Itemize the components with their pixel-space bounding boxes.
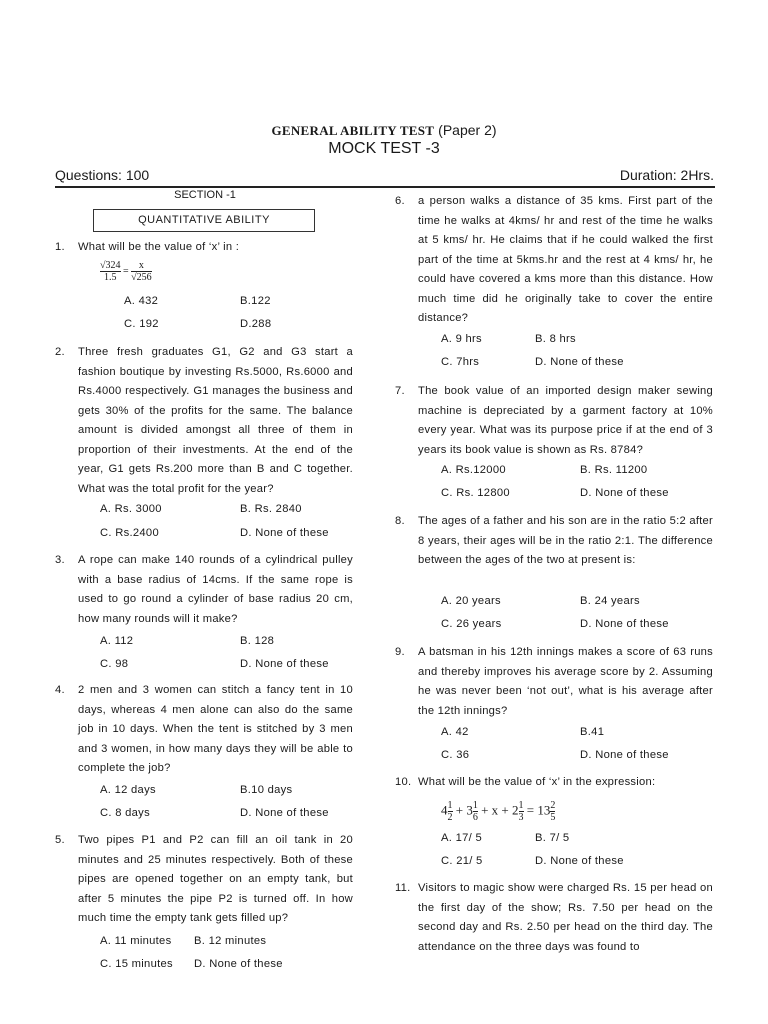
option-a: A. 17/ 5	[441, 832, 482, 844]
question-number: 9.	[395, 646, 405, 658]
question-8	[395, 512, 715, 592]
formula-den-left: 1.5	[100, 271, 121, 283]
question-number: 4.	[55, 684, 65, 696]
question-text: a person walks a distance of 35 kms. First part of the time he walks at 4kms/ hr and rest of the time he walks at 5 kms/ hr. He claims that if he could walked the first part of the time at 5kms.hr and the rest at 4 kms/ hr, he could have covered a kms more than this distance. How much time did he originally take to cover the entire distance?	[418, 195, 713, 324]
option-d: D. None of these	[194, 958, 283, 970]
question-number: 6.	[395, 195, 405, 207]
expr-num: 1	[472, 800, 478, 811]
option-a: A. 12 days	[100, 784, 156, 796]
option-d: D. None of these	[580, 749, 669, 761]
question-text: Two pipes P1 and P2 can fill an oil tank in 20 minutes and 25 minutes respectively. Both of these pipes are opened together on an empty tank, but after 5 minutes the pipe P2 is turned off. In how much time the empty tank gets filled up?	[78, 834, 353, 924]
question-text: The ages of a father and his son are in the ratio 5:2 after 8 years, their ages will be in the ratio 2:1. The difference between the ages of the two at present is:	[418, 515, 713, 566]
option-b: B. 8 hrs	[535, 333, 576, 345]
option-a: A. 9 hrs	[441, 333, 482, 345]
option-c: C. 7hrs	[441, 356, 480, 368]
expr-den: 6	[472, 812, 478, 823]
question-text: The book value of an imported design maker sewing machine is depreciated by a garment factory at 10% every year. What was its purpose price if at the end of 3 years its book value is shown as Rs. 8784?	[418, 385, 713, 456]
question-text: What will be the value of ‘x’ in the expression:	[418, 776, 656, 788]
duration: Duration: 2Hrs.	[619, 167, 714, 183]
formula-num-right: x	[138, 260, 144, 271]
question-text: 2 men and 3 women can stitch a fancy tent in 10 days, whereas 4 men alone can also do the same job in 10 days. When the tent is stitched by 3 men and 3 women, in how many days they will be able to complete the job?	[78, 684, 353, 774]
question-9	[395, 643, 715, 723]
expr-den: 2	[447, 812, 453, 823]
expr-den: 3	[518, 812, 524, 823]
question-number: 2.	[55, 346, 65, 358]
section-box-label: QUANTITATIVE ABILITY	[93, 209, 315, 232]
option-a: A. 42	[441, 726, 469, 738]
option-b: B. 24 years	[580, 595, 640, 607]
option-c: C. 98	[100, 658, 129, 670]
expr-num: 1	[447, 800, 453, 811]
questions-count: Questions: 100	[55, 167, 150, 183]
option-c: C. 21/ 5	[441, 855, 483, 867]
option-a: A. 11 minutes	[100, 935, 172, 947]
header-divider	[55, 186, 715, 188]
expr-num: 2	[550, 800, 556, 811]
formula-num-left: √324	[100, 260, 121, 271]
question-3	[55, 551, 355, 631]
option-d: D. None of these	[535, 855, 624, 867]
option-d: D. None of these	[240, 807, 329, 819]
option-a: A. 432	[124, 295, 159, 307]
option-d: D. None of these	[535, 356, 624, 368]
question-text: A batsman in his 12th innings makes a score of 63 runs and thereby improves his average score by 2. Assuming he was never been ‘not out’, what is his average after the 12th innings?	[418, 646, 713, 717]
mock-test-title: MOCK TEST -3	[328, 140, 440, 157]
question-number: 8.	[395, 515, 405, 527]
option-a: A. 20 years	[441, 595, 501, 607]
expr-num: 1	[518, 800, 524, 811]
formula-den-right: √256	[131, 272, 152, 283]
option-b: B.122	[240, 295, 271, 307]
option-c: C. 8 days	[100, 807, 150, 819]
option-b: B. 12 minutes	[194, 935, 267, 947]
option-d: D. None of these	[580, 487, 669, 499]
expr-den: 5	[550, 812, 556, 823]
option-d: D.288	[240, 318, 272, 330]
option-c: C. 36	[441, 749, 470, 761]
test-title-paper: (Paper 2)	[438, 122, 497, 138]
question-number: 11.	[395, 882, 411, 894]
option-b: B. 7/ 5	[535, 832, 570, 844]
option-d: D. None of these	[580, 618, 669, 630]
expr-mid: + x + 2	[481, 802, 519, 818]
question-text: What will be the value of ‘x’ in :	[78, 241, 240, 253]
question-number: 1.	[55, 241, 65, 253]
test-title	[0, 122, 768, 139]
section-label: SECTION -1	[174, 189, 236, 201]
option-c: C. Rs. 12800	[441, 487, 510, 499]
expression-q10	[441, 800, 555, 823]
question-number: 5.	[55, 834, 65, 846]
question-7	[395, 382, 715, 462]
question-number: 3.	[55, 554, 65, 566]
question-4	[55, 681, 355, 781]
option-c: C. Rs.2400	[100, 527, 159, 539]
option-b: B. 128	[240, 635, 275, 647]
option-c: C. 15 minutes	[100, 958, 173, 970]
formula-equals: =	[123, 265, 129, 277]
option-a: A. Rs.12000	[441, 464, 506, 476]
option-c: C. 192	[124, 318, 159, 330]
expr-equals: = 13	[526, 802, 551, 818]
option-a: A. Rs. 3000	[100, 503, 162, 515]
question-text: Visitors to magic show were charged Rs. 15 per head on the first day of the show; Rs. 7.50 per head on the second day and Rs. 2.50 per head on the third day. The attendance on the three days was found to	[418, 882, 713, 953]
option-b: B. Rs. 11200	[580, 464, 648, 476]
option-a: A. 112	[100, 635, 134, 647]
question-number: 10.	[395, 776, 412, 788]
option-b: B.41	[580, 726, 605, 738]
expr-plus-b: + 3	[455, 802, 473, 818]
question-10	[395, 773, 715, 793]
option-c: C. 26 years	[441, 618, 502, 630]
question-2	[55, 343, 355, 503]
question-text: Three fresh graduates G1, G2 and G3 start a fashion boutique by investing Rs.5000, Rs.6000 and Rs.4000 respectively. G1 manages the business and gets 30% of the profits for the same. The balance amount is divided amongst all three of them in proportion of their investments. At the end of the year, G1 gets Rs.200 more than B and C together. What was the total profit for the year?	[78, 346, 353, 495]
question-1	[55, 238, 355, 258]
question-11	[395, 879, 715, 959]
option-d: D. None of these	[240, 658, 329, 670]
question-text: A rope can make 140 rounds of a cylindrical pulley with a base radius of 14cms. If the same rope is used to go round a cylinder of base radius 20 cm, how many rounds will it make?	[78, 554, 353, 625]
expr-whole-a: 4	[441, 802, 448, 818]
question-6	[395, 192, 715, 327]
option-b: B. Rs. 2840	[240, 503, 302, 515]
option-d: D. None of these	[240, 527, 329, 539]
option-b: B.10 days	[240, 784, 293, 796]
question-number: 7.	[395, 385, 405, 397]
test-title-bold: GENERAL ABILITY TEST	[271, 123, 435, 138]
question-5	[55, 831, 355, 931]
formula-q1	[100, 260, 152, 283]
